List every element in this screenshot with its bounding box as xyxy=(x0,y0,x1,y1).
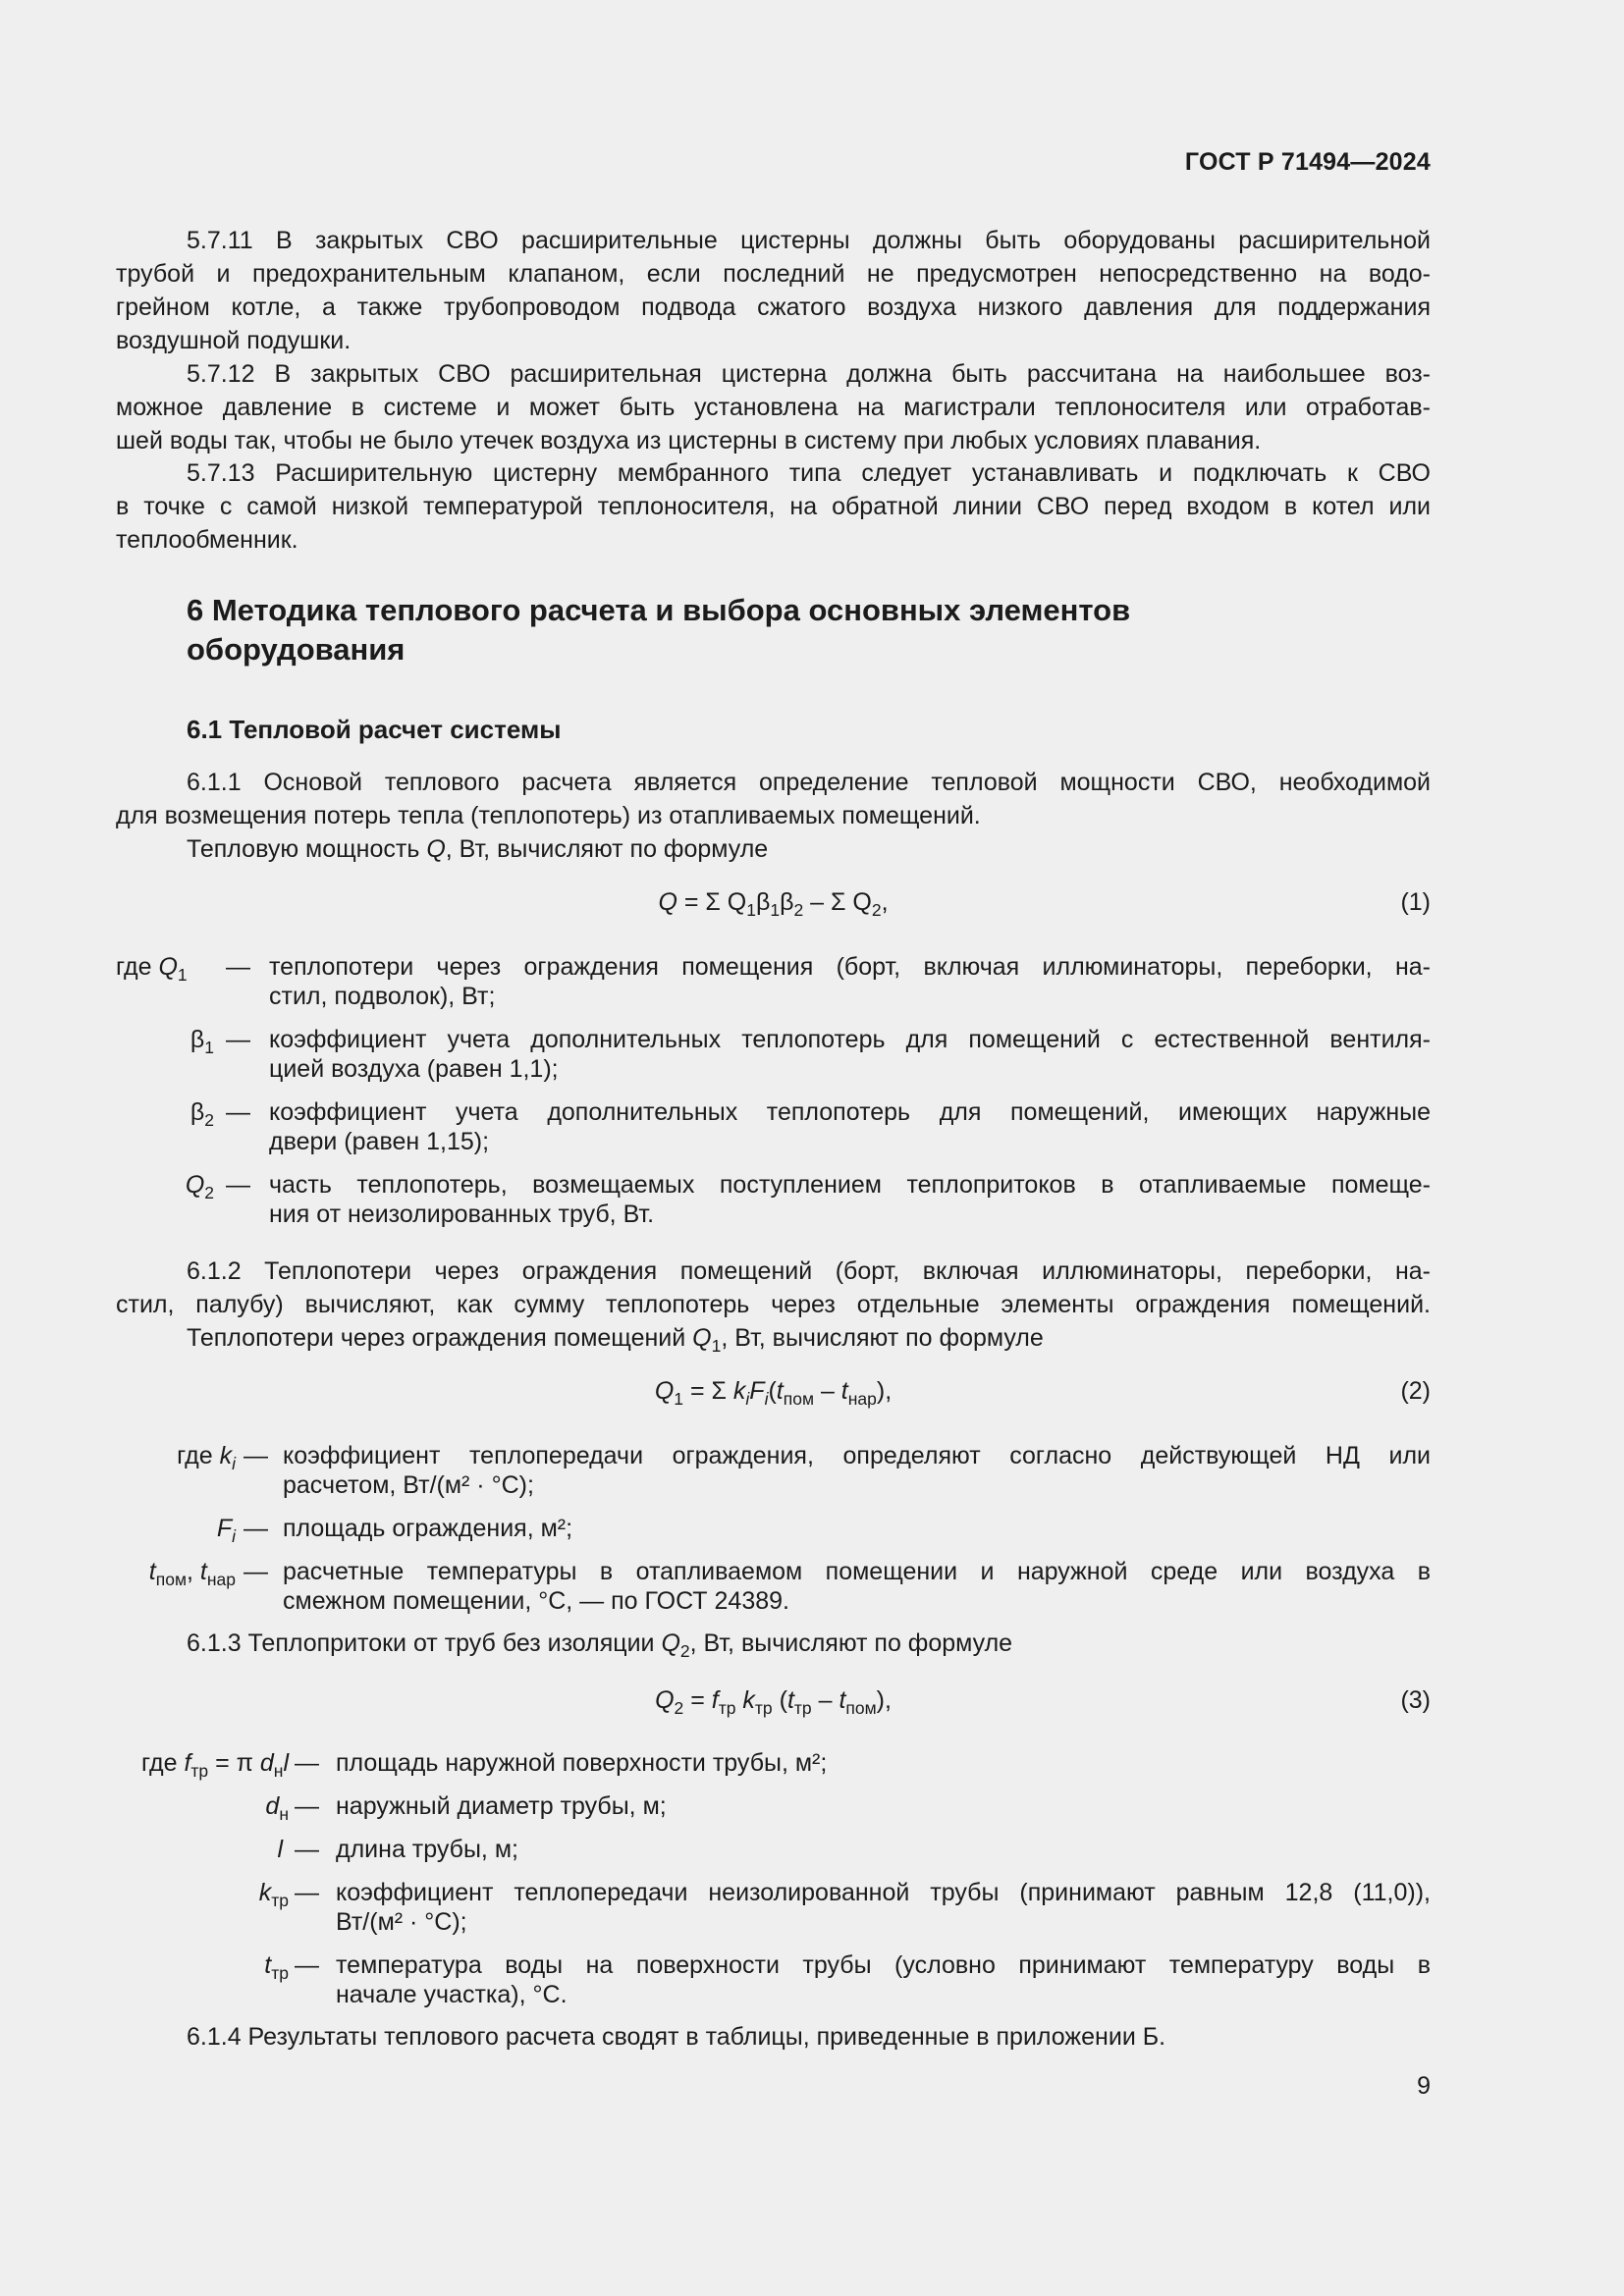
formula-1-expression: Q = Σ $Q_1\beta_1\beta_2$ – Σ $Q_2$, xyxy=(658,888,889,921)
definition-beta2: $\beta_2$ — коэффициент учета дополнительных теплопотерь для помещений, имеющих наружные двери (равен 1,15); xyxy=(189,1098,1431,1155)
definition-d-n: $d_н$ — наружный диаметр трубы, м; xyxy=(265,1792,667,1825)
paragraph-5-7-11: 5.7.11 В закрытых СВО расширительные цистерны должны быть оборудованы расширительной трубой и предохранительным клапаном, если последний не предусмотрен непосредственно на водо- грейном котле, а также трубопроводом подвода сжатого воздуха низкого давления для поддержания воздушной подушки. xyxy=(116,227,1431,354)
paragraph-6-1-2: 6.1.2 Теплопотери через ограждения помещений (борт, включая иллюминаторы, переборки, на- стил, палубу) вычисляют, как сумму теплопотерь через отдельные элементы ограждения помещений. Теплопотери через ограждения помещений $Q_1$, Вт, вычисляют по формуле xyxy=(116,1257,1431,1357)
section-6-heading: 6 Методика теплового расчета и выбора основных элементов оборудования xyxy=(187,593,1131,667)
formula-1 xyxy=(116,885,1431,919)
section-6-1-heading: 6.1 Тепловой расчет системы xyxy=(187,715,562,744)
formula-3-expression: $Q_2 = f_{тр}$ $k_{тр}$ $(t_{тр} - t_{пом})$, xyxy=(655,1686,892,1719)
formula-1-definitions xyxy=(116,952,1431,1243)
definition-t-pom-t-nar: $t_{пом}$, $t_{нар}$ — расчетные температуры в отапливаемом помещении и наружной среде или воздуха в смежном помещении, °С, — по ГОСТ 24389. xyxy=(148,1558,1431,1615)
paragraph-6-1-3: 6.1.3 Теплопритоки от труб без изоляции $Q_2$, Вт, вычисляют по формуле xyxy=(187,1629,1013,1662)
definition-f-tr: где $f_{тр} = \pi$ $d_нl$ — площадь наружной поверхности трубы, м²; xyxy=(141,1749,828,1782)
definition-beta1: $\beta_1$ — коэффициент учета дополнительных теплопотерь для помещений с естественной вентиля- цией воздуха (равен 1,1); xyxy=(189,1026,1431,1083)
definition-l: l — длина трубы, м; xyxy=(277,1836,518,1863)
formula-1-number: (1) xyxy=(1400,888,1431,916)
document-page xyxy=(116,0,1431,2296)
paragraph-6-1-4: 6.1.4 Результаты теплового расчета сводят в таблицы, приведенные в приложении Б. xyxy=(187,2023,1166,2051)
document-header: ГОСТ Р 71494—2024 xyxy=(1184,148,1431,176)
formula-3 xyxy=(116,1683,1431,1717)
paragraph-5-7-13: 5.7.13 Расширительную цистерну мембранного типа следует устанавливать и подключать к СВО в точке с самой низкой температурой теплоносителя, на обратной линии СВО перед входом в котел или теплообменник. xyxy=(116,459,1431,554)
paragraph-5-7-12: 5.7.12 В закрытых СВО расширительная цистерна должна быть рассчитана на наибольшее воз- можное давление в системе и может быть установлена на магистрали теплоносителя или отработав- шей воды так, чтобы не было утечек воздуха из цистерны в систему при любых условиях плавания. xyxy=(116,360,1431,454)
page-number: 9 xyxy=(1417,2072,1431,2100)
definition-q2: $Q_2$ — часть теплопотерь, возмещаемых поступлением теплопритоков в отапливаемые помеще- ния от неизолированных труб, Вт. xyxy=(185,1171,1431,1228)
formula-3-number: (3) xyxy=(1400,1686,1431,1714)
definition-ki: где $k_i$ — коэффициент теплопередачи ограждения, определяют согласно действующей НД или расчетом, Вт/(м² · °С); xyxy=(177,1442,1431,1499)
paragraph-6-1-1: 6.1.1 Основой теплового расчета является определение тепловой мощности СВО, необходимой для возмещения потерь тепла (теплопотерь) из отапливаемых помещений. Тепловую мощность Q, Вт, вычисляют по формуле xyxy=(116,769,1431,863)
formula-3-definitions xyxy=(116,1748,1431,2023)
definition-fi: $F_i$ — площадь ограждения, м²; xyxy=(216,1515,573,1547)
formula-2-definitions xyxy=(116,1441,1431,1629)
definition-q1: где $Q_1$ — теплопотери через ограждения помещения (борт, включая иллюминаторы, переборки, на- стил, подволок), Вт; xyxy=(116,953,1431,1010)
definition-t-tr: $t_{тр}$ — температура воды на поверхности трубы (условно принимают температуру воды в начале участка), °С. xyxy=(264,1951,1431,2008)
formula-2-expression: $Q_1 = \Sigma$ $k_iF_i(t_{пом} - t_{нар})$, xyxy=(654,1377,893,1410)
formula-2-number: (2) xyxy=(1400,1377,1431,1405)
formula-2 xyxy=(116,1374,1431,1408)
definition-k-tr: $k_{тр}$ — коэффициент теплопередачи неизолированной трубы (принимают равным 12,8 (11,0)), Вт/(м² · °С); xyxy=(258,1879,1431,1936)
